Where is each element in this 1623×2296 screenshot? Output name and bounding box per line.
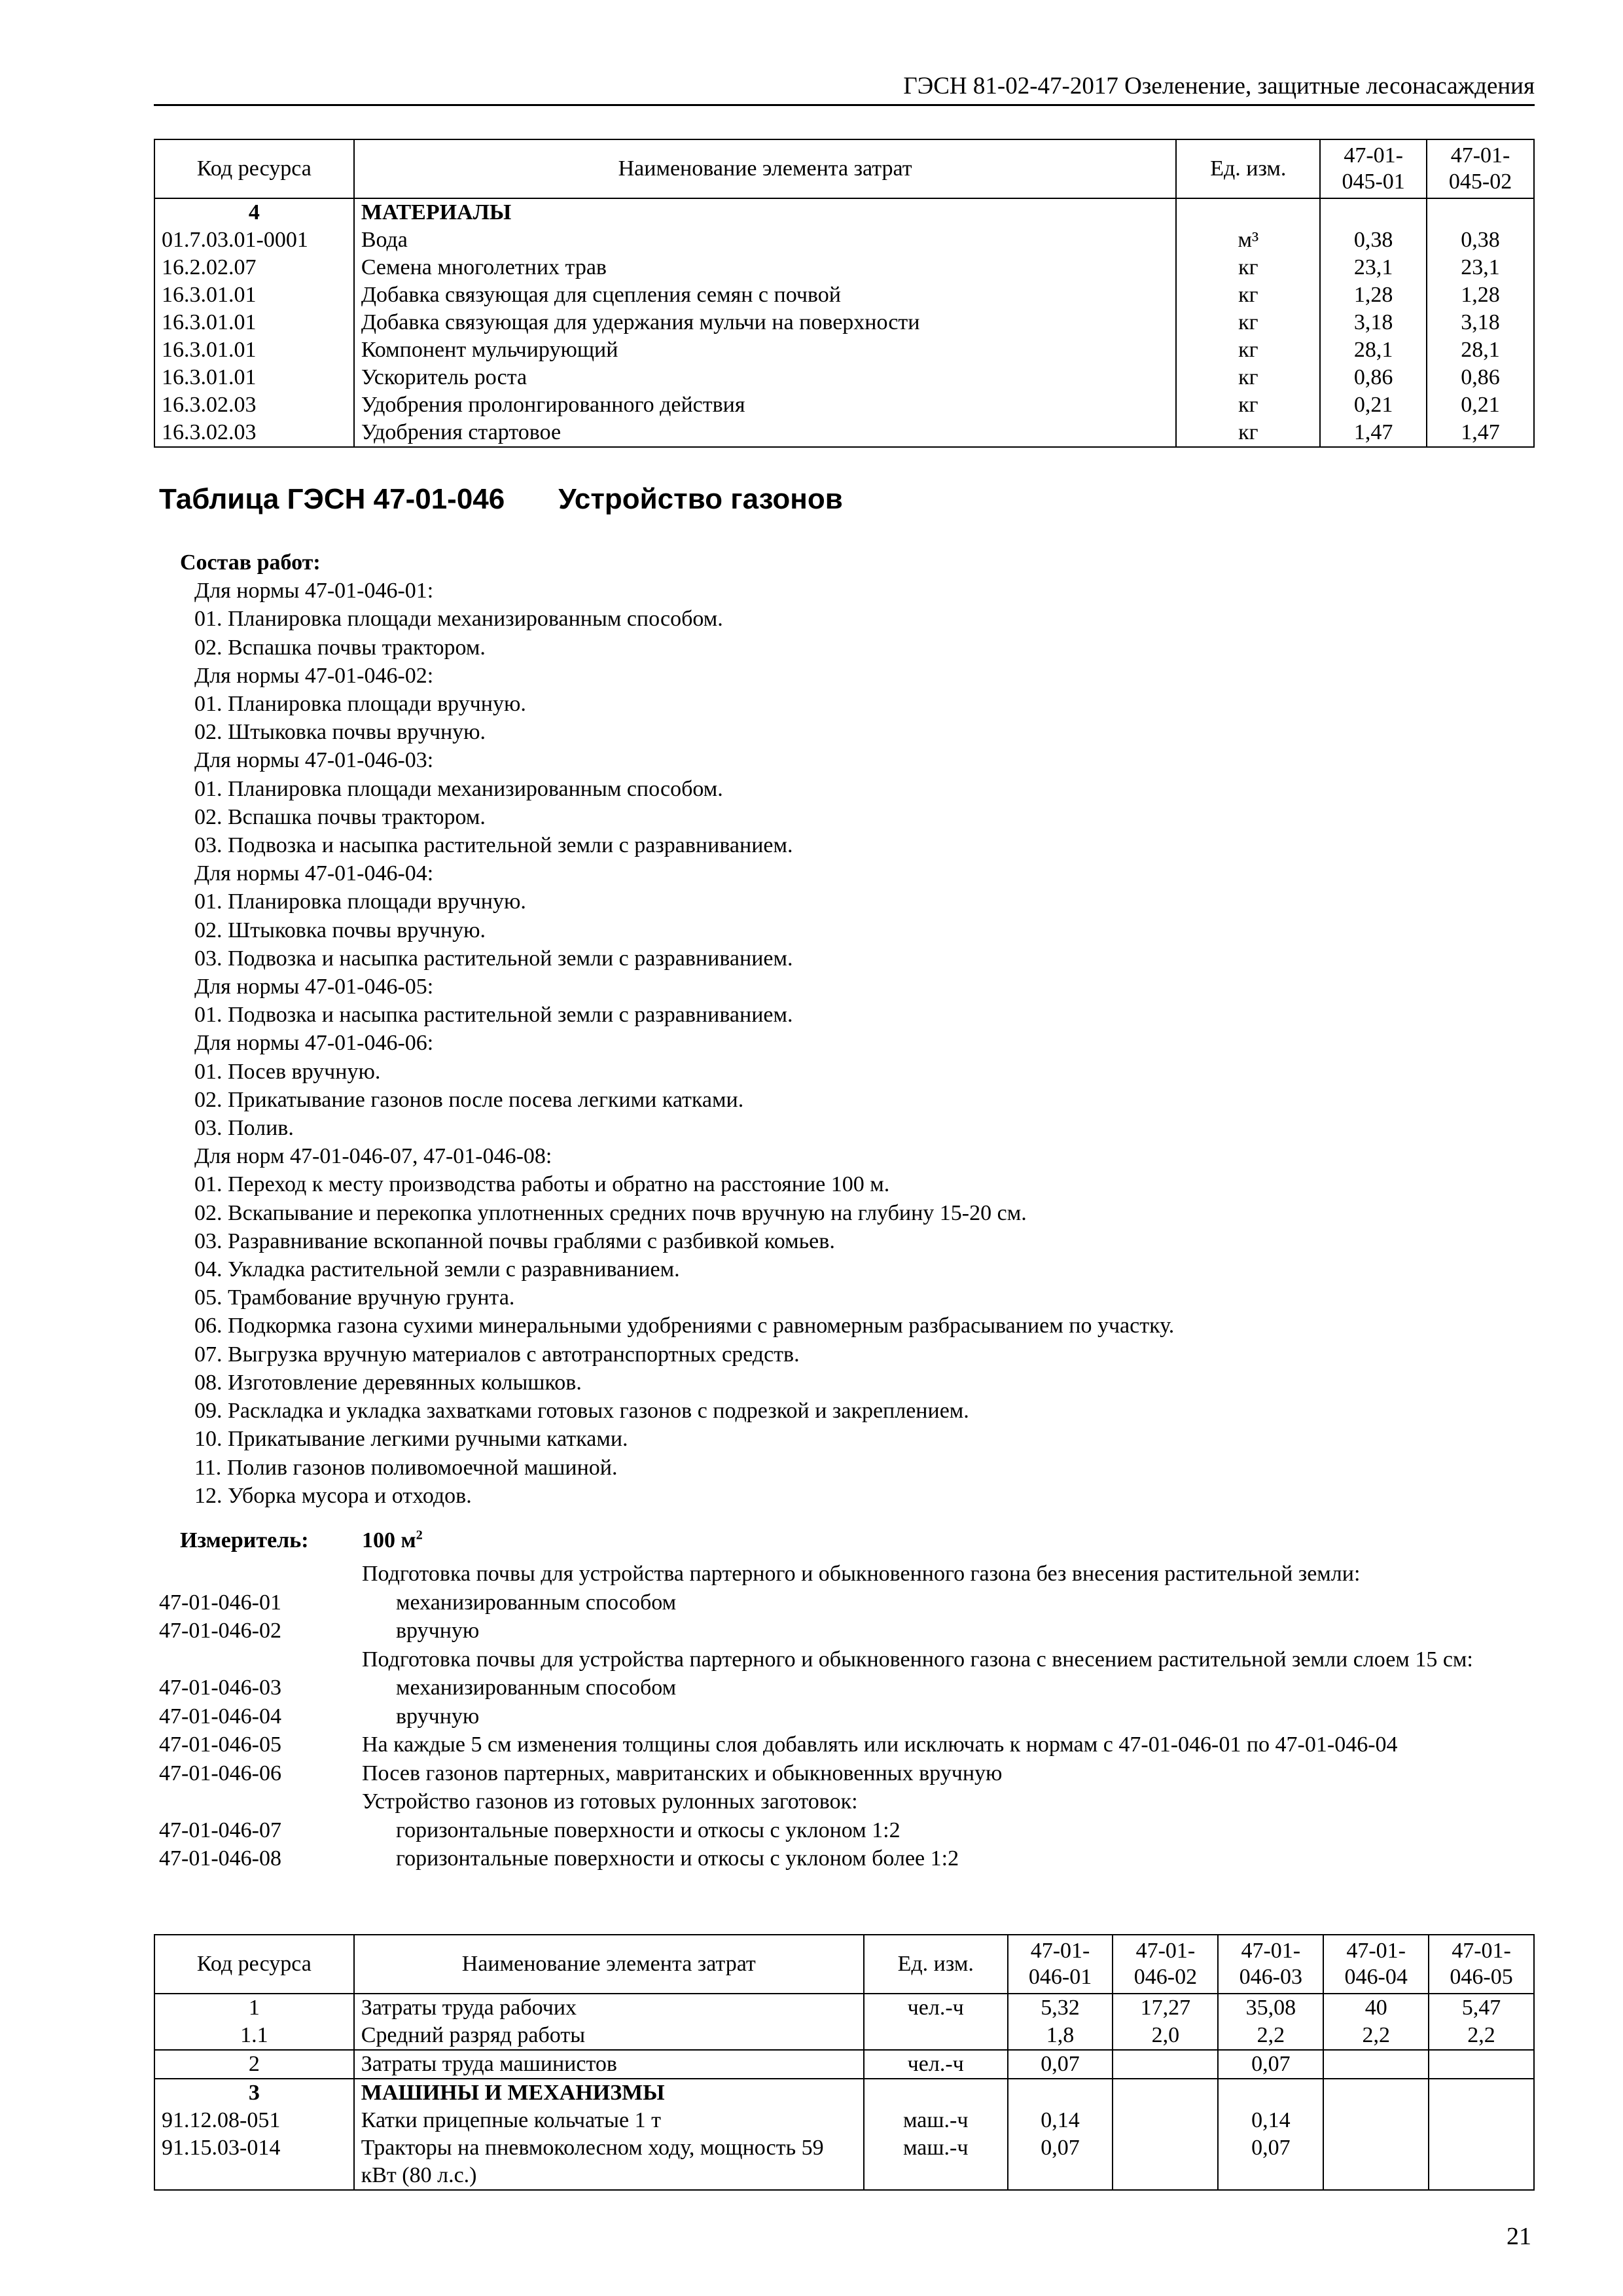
work-composition-line: 03. Полив. (194, 1116, 294, 1141)
value-045-01: 23,1 (1320, 254, 1427, 281)
resource-name: Затраты труда машинистов (354, 2050, 864, 2079)
work-composition-line: Для нормы 47-01-046-06: (194, 1031, 434, 1056)
work-composition-line: 02. Вскапывание и перекопка уплотненных средних почв вручную на глубину 15-20 см. (194, 1200, 1027, 1225)
table-title-name: Устройство газонов (558, 483, 843, 515)
section-name: МАТЕРИАЛЫ (354, 198, 1177, 226)
running-header (154, 72, 1535, 106)
value-045-01: 0,86 (1320, 364, 1427, 391)
value-046-03: 35,08 (1218, 1994, 1323, 2022)
resource-code: 16.3.01.01 (154, 364, 354, 391)
value-046-05: 2,2 (1429, 2022, 1534, 2050)
norm-description: горизонтальные поверхности и откосы с уклоном более 1:2 (396, 1846, 959, 1871)
col-header-name: Наименование элемента затрат (354, 1935, 864, 1994)
resource-code: 16.3.02.03 (154, 391, 354, 419)
norm-code: 47-01-046-01 (159, 1590, 281, 1615)
norm-code: 47-01-046-04 (159, 1704, 281, 1729)
resources-table-header (154, 1935, 1534, 1994)
resource-name: Удобрения стартовое (354, 419, 1177, 447)
measure-row (159, 1702, 1540, 1731)
norm-code (159, 1645, 362, 1674)
resource-unit: чел.-ч (864, 2050, 1008, 2079)
norm-description: механизированным способом (396, 1590, 677, 1615)
resource-code: 1 (154, 1994, 354, 2022)
resource-name: Добавка связующая для сцепления семян с почвой (354, 281, 1177, 309)
work-composition-line: 01. Планировка площади вручную. (194, 692, 526, 717)
value-046-02: 17,27 (1113, 1994, 1218, 2022)
value-046-04 (1323, 2134, 1429, 2190)
value-045-02: 28,1 (1427, 336, 1534, 364)
resource-name: МАШИНЫ И МЕХАНИЗМЫ (354, 2079, 864, 2107)
norm-description: вручную (396, 1619, 480, 1643)
work-composition-line: 01. Планировка площади механизированным способом. (194, 607, 723, 632)
measure-row (159, 1588, 1540, 1617)
value-046-01: 0,14 (1008, 2107, 1113, 2134)
resource-unit: маш.-ч (864, 2107, 1008, 2134)
work-composition-line: 01. Планировка площади механизированным способом. (194, 776, 723, 801)
resource-code: 3 (154, 2079, 354, 2107)
value-046-03: 0,07 (1218, 2134, 1323, 2190)
work-composition-line: 05. Трамбование вручную грунта. (194, 1285, 515, 1310)
norm-description: механизированным способом (396, 1676, 677, 1700)
table-row (154, 2134, 1534, 2190)
measure-row (159, 1731, 1540, 1759)
resource-name: Средний разряд работы (354, 2022, 864, 2050)
work-composition-line: 02. Штыковка почвы вручную. (194, 918, 486, 942)
value-046-01: 1,8 (1008, 2022, 1113, 2050)
value-046-02 (1113, 2107, 1218, 2134)
value-046-03: 0,07 (1218, 2050, 1323, 2079)
work-composition-line: 11. Полив газонов поливомоечной машиной. (194, 1455, 618, 1480)
resource-code: 91.12.08-051 (154, 2107, 354, 2134)
value-045-01: 1,28 (1320, 281, 1427, 309)
resource-name: Затраты труда рабочих (354, 1994, 864, 2022)
norm-description: горизонтальные поверхности и откосы с уклоном 1:2 (396, 1818, 901, 1842)
table-row (154, 226, 1534, 254)
work-composition-line: 08. Изготовление деревянных колышков. (194, 1370, 582, 1395)
resource-unit: чел.-ч (864, 1994, 1008, 2022)
value-046-01: 5,32 (1008, 1994, 1113, 2022)
work-composition-line: 01. Подвозка и насыпка растительной земли с разравниванием. (194, 1003, 793, 1028)
norm-description: Устройство газонов из готовых рулонных заготовок: (362, 1789, 858, 1814)
resource-unit: кг (1176, 281, 1320, 309)
value-046-05 (1429, 2107, 1534, 2134)
value-046-05 (1429, 2050, 1534, 2079)
col-header-code: Код ресурса (154, 139, 354, 198)
value-046-02: 2,0 (1113, 2022, 1218, 2050)
norm-code (159, 1560, 362, 1588)
resource-unit (864, 2022, 1008, 2050)
materials-table-header (154, 139, 1534, 198)
norm-description: На каждые 5 см изменения толщины слоя добавлять или исключать к нормам с 47-01-046-01 по 47-01-046-04 (362, 1732, 1398, 1757)
work-composition-line: 03. Подвозка и насыпка растительной земли с разравниванием. (194, 946, 793, 971)
norm-description: Подготовка почвы для устройства партерного и обыкновенного газона без внесения растительной земли: (362, 1562, 1361, 1586)
resource-name: Тракторы на пневмоколесном ходу, мощность 59 кВт (80 л.с.) (354, 2134, 864, 2190)
resource-unit: кг (1176, 419, 1320, 447)
norm-code: 47-01-046-07 (159, 1818, 281, 1842)
value-046-05: 5,47 (1429, 1994, 1534, 2022)
work-composition-line: 01. Планировка площади вручную. (194, 889, 526, 914)
resource-unit: кг (1176, 309, 1320, 336)
resource-unit: кг (1176, 364, 1320, 391)
value-046-03 (1218, 2079, 1323, 2107)
table-section-row (154, 2050, 1534, 2079)
col-header-045-02: 47-01- 045-02 (1427, 139, 1534, 198)
work-composition (180, 548, 1174, 1510)
value-045-02: 0,86 (1427, 364, 1534, 391)
measure-row (159, 1560, 1540, 1588)
value-045-01: 28,1 (1320, 336, 1427, 364)
table-section-row (154, 2079, 1534, 2107)
value-045-01: 1,47 (1320, 419, 1427, 447)
work-composition-line: 02. Прикатывание газонов после посева легкими катками. (194, 1087, 744, 1112)
value-046-02 (1113, 2134, 1218, 2190)
resource-unit: кг (1176, 336, 1320, 364)
table-row (154, 2022, 1534, 2050)
col-header-046-05: 47-01- 046-05 (1429, 1935, 1534, 1994)
resource-code: 16.3.01.01 (154, 281, 354, 309)
value-046-03: 0,14 (1218, 2107, 1323, 2134)
value-046-01 (1008, 2079, 1113, 2107)
table-row (154, 2107, 1534, 2134)
work-composition-line: 06. Подкормка газона сухими минеральными удобрениями с равномерным разбрасыванием по участку. (194, 1314, 1175, 1338)
work-composition-line: 02. Вспашка почвы трактором. (194, 804, 486, 829)
work-composition-line: Для норм 47-01-046-07, 47-01-046-08: (194, 1144, 552, 1169)
work-composition-heading: Состав работ: (180, 550, 321, 575)
work-composition-line: Для нормы 47-01-046-02: (194, 663, 434, 688)
norm-code: 47-01-046-08 (159, 1846, 281, 1871)
work-composition-line: 02. Вспашка почвы трактором. (194, 635, 486, 660)
norm-code: 47-01-046-05 (159, 1732, 281, 1757)
work-composition-line: 09. Раскладка и укладка захватками готовых газонов с подрезкой и закреплением. (194, 1399, 969, 1424)
work-composition-line: Для нормы 47-01-046-04: (194, 861, 434, 886)
measure-list (159, 1560, 1540, 1873)
col-header-046-04: 47-01- 046-04 (1323, 1935, 1429, 1994)
norm-code: 47-01-046-06 (159, 1761, 281, 1785)
table-section-row (154, 1994, 1534, 2022)
value-046-03: 2,2 (1218, 2022, 1323, 2050)
value-046-02 (1113, 2079, 1218, 2107)
norm-code: 47-01-046-02 (159, 1619, 281, 1643)
resource-code: 16.3.02.03 (154, 419, 354, 447)
resource-name: Семена многолетних трав (354, 254, 1177, 281)
resource-unit: кг (1176, 254, 1320, 281)
table-row (154, 419, 1534, 447)
col-header-046-02: 47-01- 046-02 (1113, 1935, 1218, 1994)
norm-code (159, 1787, 362, 1816)
measure-row (159, 1759, 1540, 1788)
table-row (154, 336, 1534, 364)
resource-code: 2 (154, 2050, 354, 2079)
resource-unit: кг (1176, 391, 1320, 419)
table-row (154, 309, 1534, 336)
col-header-code: Код ресурса (154, 1935, 354, 1994)
value-046-04: 2,2 (1323, 2022, 1429, 2050)
table-row (154, 254, 1534, 281)
value-046-05 (1429, 2134, 1534, 2190)
value-046-01: 0,07 (1008, 2134, 1113, 2190)
value-046-04 (1323, 2050, 1429, 2079)
measure-row (159, 1617, 1540, 1645)
resource-unit (864, 2079, 1008, 2107)
resource-code: 16.3.01.01 (154, 309, 354, 336)
resource-name: Добавка связующая для удержания мульчи на поверхности (354, 309, 1177, 336)
work-composition-line: 10. Прикатывание легкими ручными катками. (194, 1427, 628, 1452)
col-header-046-01: 47-01- 046-01 (1008, 1935, 1113, 1994)
resource-name: Удобрения пролонгированного действия (354, 391, 1177, 419)
resource-code: 01.7.03.01-0001 (154, 226, 354, 254)
resource-name: Вода (354, 226, 1177, 254)
work-composition-line: 02. Штыковка почвы вручную. (194, 720, 486, 745)
work-composition-line: 07. Выгрузка вручную материалов с автотранспортных средств. (194, 1342, 800, 1367)
value-045-02: 0,38 (1427, 226, 1534, 254)
resource-name: Катки прицепные кольчатые 1 т (354, 2107, 864, 2134)
measure-row (159, 1645, 1540, 1674)
resource-unit: маш.-ч (864, 2134, 1008, 2190)
measure-row (159, 1844, 1540, 1873)
table-row (154, 364, 1534, 391)
value-046-05 (1429, 2079, 1534, 2107)
work-composition-line: 01. Переход к месту производства работы и обратно на расстояние 100 м. (194, 1172, 890, 1197)
measure-value: 100 $м^2$ (362, 1528, 423, 1552)
norm-description: Посев газонов партерных, мавританских и обыкновенных вручную (362, 1761, 1003, 1785)
table-section-row (154, 198, 1534, 226)
work-composition-line: 12. Уборка мусора и отходов. (194, 1483, 472, 1508)
work-composition-line: 03. Разравнивание вскопанной почвы граблями с разбивкой комьев. (194, 1229, 835, 1253)
col-header-name: Наименование элемента затрат (354, 139, 1177, 198)
work-composition-line: 04. Укладка растительной земли с разравниванием. (194, 1257, 680, 1282)
table-title (159, 483, 843, 516)
col-header-045-01: 47-01- 045-01 (1320, 139, 1427, 198)
work-composition-line: 01. Посев вручную. (194, 1059, 381, 1084)
resource-code: 91.15.03-014 (154, 2134, 354, 2190)
value-045-02: 1,47 (1427, 419, 1534, 447)
work-composition-line: Для нормы 47-01-046-05: (194, 975, 434, 999)
table-row (154, 281, 1534, 309)
col-header-unit: Ед. изм. (1176, 139, 1320, 198)
norm-description: вручную (396, 1704, 480, 1729)
value-045-02: 1,28 (1427, 281, 1534, 309)
value-045-02: 3,18 (1427, 309, 1534, 336)
resource-code: 1.1 (154, 2022, 354, 2050)
col-header-unit: Ед. изм. (864, 1935, 1008, 1994)
resource-code: 16.2.02.07 (154, 254, 354, 281)
resource-unit: м³ (1176, 226, 1320, 254)
col-header-046-03: 47-01- 046-03 (1218, 1935, 1323, 1994)
section-code: 4 (154, 198, 354, 226)
value-046-04 (1323, 2107, 1429, 2134)
value-045-02: 23,1 (1427, 254, 1534, 281)
table-row (154, 391, 1534, 419)
value-046-02 (1113, 2050, 1218, 2079)
norm-code: 47-01-046-03 (159, 1676, 281, 1700)
resource-name: Ускоритель роста (354, 364, 1177, 391)
measure-row (159, 1787, 1540, 1816)
resources-table (154, 1934, 1535, 2191)
page-number: 21 (1507, 2223, 1531, 2250)
measure-row (159, 1816, 1540, 1845)
work-composition-line: 03. Подвозка и насыпка растительной земли с разравниванием. (194, 833, 793, 858)
value-045-01: 3,18 (1320, 309, 1427, 336)
measure-label: Измеритель: (180, 1528, 309, 1552)
value-046-04: 40 (1323, 1994, 1429, 2022)
resource-code: 16.3.01.01 (154, 336, 354, 364)
materials-table (154, 139, 1535, 448)
value-046-04 (1323, 2079, 1429, 2107)
running-header-title: ГЭСН 81-02-47-2017 Озеленение, защитные лесонасаждения (903, 73, 1535, 99)
norm-description: Подготовка почвы для устройства партерного и обыкновенного газона с внесением растительной земли слоем 15 см: (362, 1647, 1473, 1672)
value-045-01: 0,38 (1320, 226, 1427, 254)
value-045-01: 0,21 (1320, 391, 1427, 419)
table-title-prefix: Таблица ГЭСН 47-01-046 (159, 483, 505, 515)
value-046-01: 0,07 (1008, 2050, 1113, 2079)
work-composition-line: Для нормы 47-01-046-01: (194, 579, 434, 603)
resource-name: Компонент мульчирующий (354, 336, 1177, 364)
measure-row (159, 1674, 1540, 1702)
value-045-02: 0,21 (1427, 391, 1534, 419)
work-composition-line: Для нормы 47-01-046-03: (194, 748, 434, 773)
